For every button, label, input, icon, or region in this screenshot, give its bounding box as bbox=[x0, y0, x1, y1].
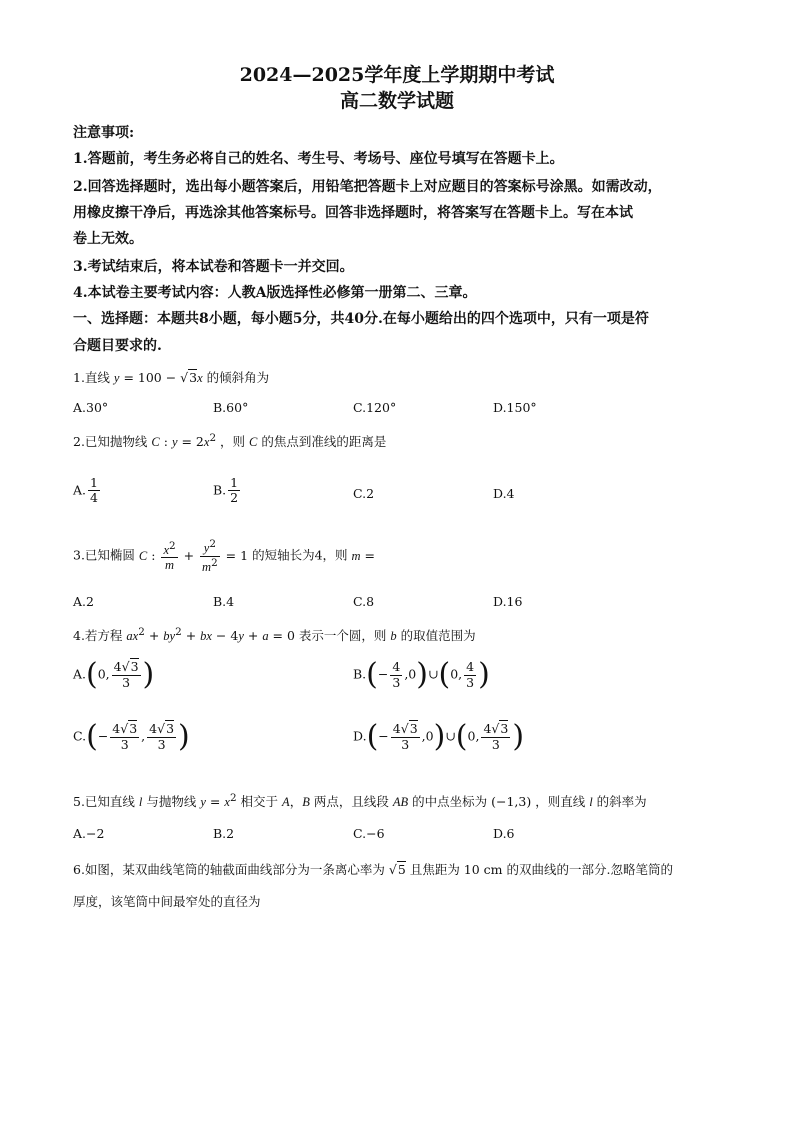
q2-text-a: 2.已知抛物线 bbox=[73, 434, 148, 450]
q1-formula: y = 100 − √3x bbox=[113, 370, 203, 385]
notice-item-4: 4.本试卷主要考试内容：人教A版选择性必修第一册第二、三章。 bbox=[73, 285, 477, 301]
notice-item-2-line-2: 用橡皮擦干净后，再选涂其他答案标号。回答非选择题时，将答案写在答题卡上。写在本试 bbox=[73, 205, 633, 221]
q4-formula: $ax^2 + by^2$ + bx − 4y + a = 0 bbox=[126, 626, 295, 644]
q5-midpoint: (−1,3) bbox=[491, 794, 532, 810]
q4-option-d: D.(− $\frac{4√3}{3}$ ,0)∪(0, $\frac{4√3}{3}$ ) bbox=[353, 719, 525, 754]
q6-formula: √5 bbox=[388, 862, 406, 877]
q1-option-c: C.120° bbox=[353, 400, 397, 415]
question-5 bbox=[73, 792, 723, 810]
q2-formula: C : $y = 2x^2$ bbox=[151, 432, 217, 450]
notice-heading: 注意事项: bbox=[73, 125, 135, 141]
q3-option-a: A.2 bbox=[73, 594, 94, 609]
q2-text-c: 的焦点到准线的距离是 bbox=[261, 434, 387, 450]
q4-text-a: 4.若方程 bbox=[73, 628, 123, 644]
q1-option-a: A.30° bbox=[73, 400, 109, 415]
q3-formula: C : $\frac{x^2}{m}$ + $\frac{y^2}{m^2}$ = 1 bbox=[138, 538, 249, 574]
q5-text-b: 与抛物线 bbox=[146, 794, 197, 810]
q5-symbol-l-2: l bbox=[589, 795, 593, 810]
q5-points: A，B bbox=[282, 794, 310, 810]
q5-segment: AB bbox=[392, 795, 409, 810]
q5-symbol-l: l bbox=[138, 795, 143, 810]
q5-text-e: 的中点坐标为 bbox=[412, 794, 488, 810]
q5-text-g: 的斜率为 bbox=[596, 794, 647, 810]
q5-text-c: 相交于 bbox=[240, 794, 279, 810]
q5-option-b: B.2 bbox=[213, 826, 235, 841]
q5-text-a: 5.已知直线 bbox=[73, 794, 135, 810]
q5-text-d: 两点，且线段 bbox=[313, 794, 389, 810]
exam-subtitle: 高二数学试题 bbox=[339, 90, 454, 112]
q3-text-b: 的短轴长为4，则 bbox=[252, 547, 348, 563]
q2-option-b: B. $\frac{1}{2}$ bbox=[213, 475, 239, 506]
q5-text-f: ，则直线 bbox=[535, 794, 586, 810]
q2-option-a: A. $\frac{1}{4}$ bbox=[73, 475, 98, 506]
q2-symbol-c: C bbox=[249, 435, 258, 450]
q5-formula: $y = x^2$ bbox=[200, 792, 237, 810]
q1-prefix: 1.直线 bbox=[73, 370, 110, 385]
question-4 bbox=[73, 626, 723, 644]
q4-text-c: 的取值范围为 bbox=[400, 628, 476, 644]
q1-option-b: B.60° bbox=[213, 400, 249, 415]
q2-text-b: ，则 bbox=[220, 434, 246, 450]
section-line-1: 一、选择题：本题共8小题，每小题5分，共40分.在每小题给出的四个选项中，只有一项是符 bbox=[73, 311, 649, 327]
question-3 bbox=[73, 538, 723, 574]
question-2 bbox=[73, 432, 723, 450]
q1-option-d: D.150° bbox=[493, 400, 537, 415]
q3-answer-symbol: m = bbox=[351, 547, 375, 563]
question-1 bbox=[73, 368, 723, 386]
q2-option-c: C.2 bbox=[353, 486, 375, 501]
notice-item-2-line-3: 卷上无效。 bbox=[73, 231, 143, 247]
q2-option-d: D.4 bbox=[493, 486, 515, 501]
question-6-line-2: 厚度，该笔筒中间最窄处的直径为 bbox=[73, 894, 261, 909]
q4-option-b: B.(− $\frac{4}{3}$ ,0)∪(0, $\frac{4}{3}$ ) bbox=[353, 657, 490, 692]
q5-option-c: C.−6 bbox=[353, 826, 385, 841]
notice-item-1: 1.答题前，考生务必将自己的姓名、考生号、考场号、座位号填写在答题卡上。 bbox=[73, 151, 564, 167]
q1-suffix: 的倾斜角为 bbox=[206, 370, 270, 385]
question-6-line-1 bbox=[73, 860, 723, 878]
q6-text-a: 6.如图，某双曲线笔筒的轴截面曲线部分为一条离心率为 bbox=[73, 862, 385, 877]
exam-title: 2024—2025学年度上学期期中考试 bbox=[239, 64, 555, 86]
q5-option-d: D.6 bbox=[493, 826, 515, 841]
q4-symbol-b: b bbox=[390, 629, 397, 644]
q6-text-b: 且焦距为 10 cm 的双曲线的一部分.忽略笔筒的 bbox=[409, 862, 673, 877]
q3-option-d: D.16 bbox=[493, 594, 523, 609]
q3-text-a: 3.已知椭圆 bbox=[73, 547, 135, 563]
section-line-2: 合题目要求的. bbox=[73, 338, 162, 354]
q3-option-b: B.4 bbox=[213, 594, 235, 609]
q4-option-c: C.(− $\frac{4√3}{3}$ , $\frac{4√3}{3}$ ) bbox=[73, 719, 190, 754]
q5-option-a: A.−2 bbox=[73, 826, 105, 841]
notice-item-2-line-1: 2.回答选择题时，选出每小题答案后，用铅笔把答题卡上对应题目的答案标号涂黑。如需改动， bbox=[73, 179, 662, 195]
q3-option-c: C.8 bbox=[353, 594, 375, 609]
q4-option-a: A.(0, $\frac{4√3}{3}$ ) bbox=[73, 657, 155, 692]
q4-text-b: 表示一个圆，则 bbox=[298, 628, 387, 644]
notice-item-3: 3.考试结束后，将本试卷和答题卡一并交回。 bbox=[73, 259, 354, 275]
